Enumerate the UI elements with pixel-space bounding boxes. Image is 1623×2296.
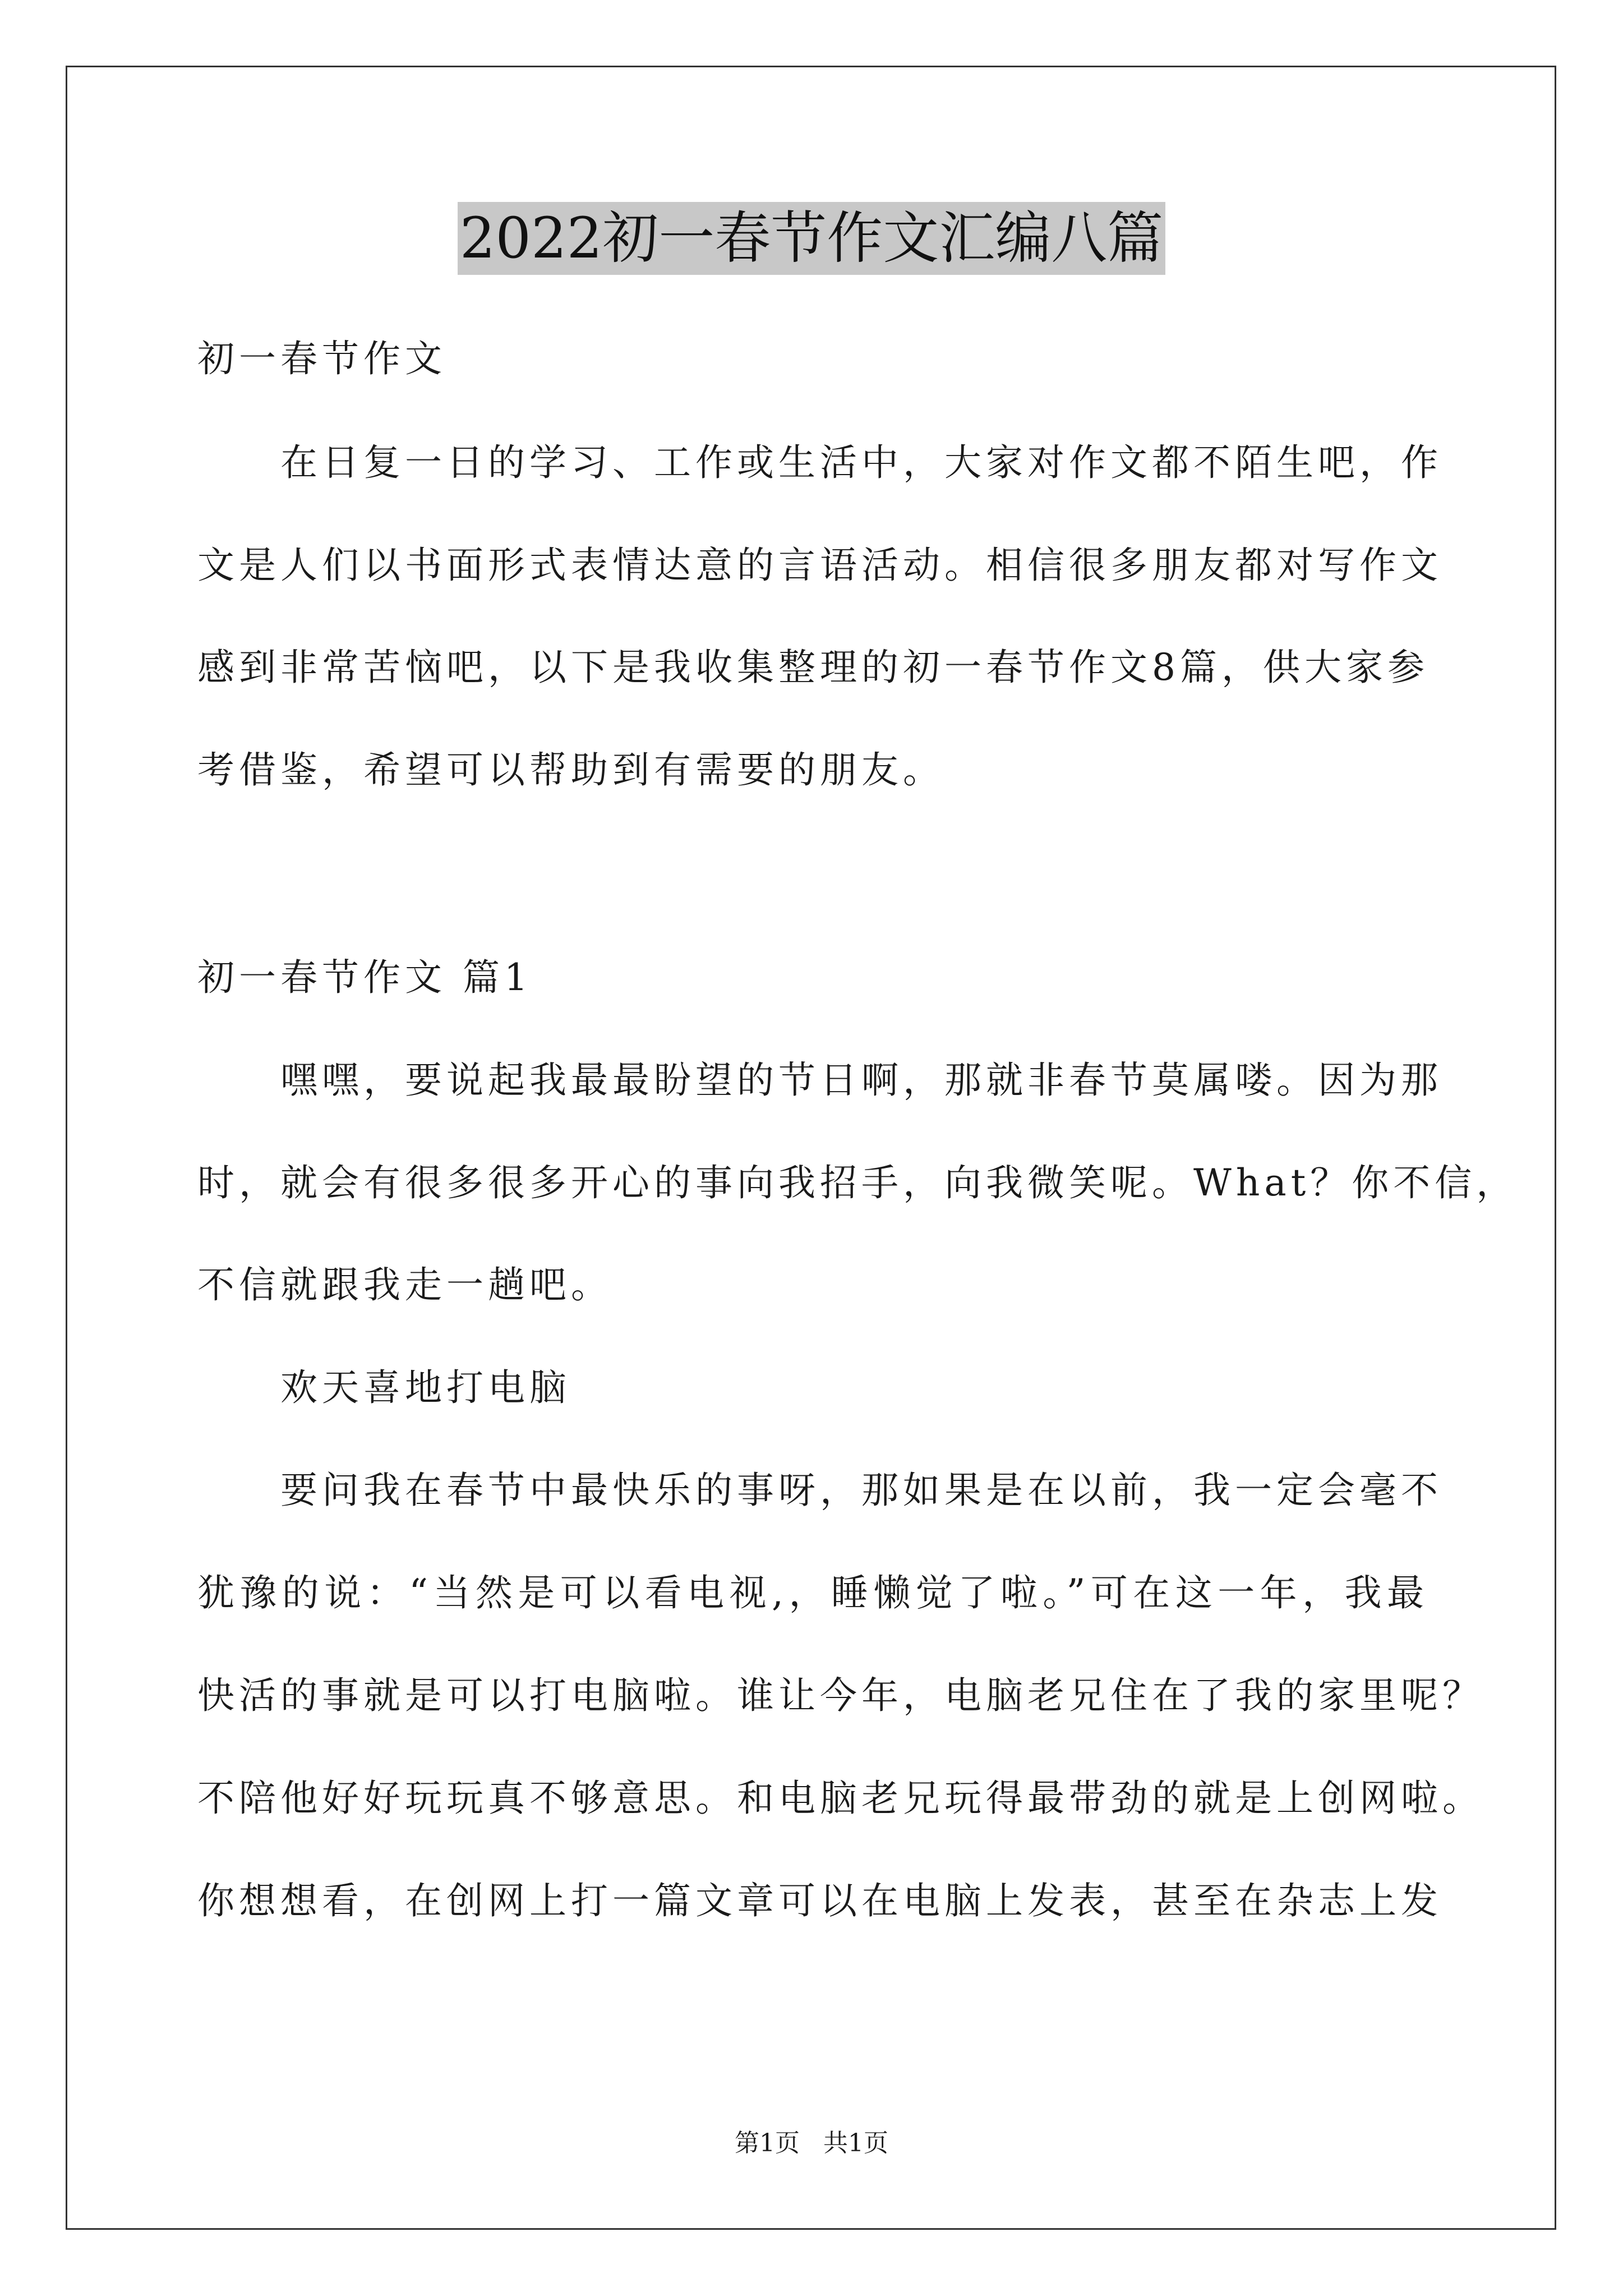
paragraph-line: 你想想看，在创网上打一篇文章可以在电脑上发表，甚至在杂志上发 [197, 1879, 1442, 1922]
document-title: 2022初一春节作文汇编八篇 [458, 202, 1166, 275]
paragraph-line: 在日复一日的学习、工作或生活中，大家对作文都不陌生吧，作 [280, 441, 1442, 484]
essay-heading: 初一春节作文 篇1 [197, 956, 532, 999]
section-heading: 初一春节作文 [197, 337, 446, 380]
paragraph-line: 不信就跟我走一趟吧。 [197, 1263, 612, 1306]
page-number: 第1页 [735, 2129, 800, 2157]
subheading: 欢天喜地打电脑 [280, 1366, 571, 1409]
paragraph-line: 犹豫的说：“当然是可以看电视,，睡懒觉了啦。”可在这一年，我最 [197, 1571, 1428, 1614]
paragraph-line: 嘿嘿，要说起我最最盼望的节日啊，那就非春节莫属喽。因为那 [280, 1059, 1442, 1102]
paragraph-line: 时，就会有很多很多开心的事向我招手，向我微笑呢。What？你不信， [197, 1161, 1518, 1204]
paragraph-line: 不陪他好好玩玩真不够意思。和电脑老兄玩得最带劲的就是上创网啦。 [197, 1777, 1484, 1820]
paragraph-line: 快活的事就是可以打电脑啦。谁让今年，电脑老兄住在了我的家里呢？ [197, 1674, 1484, 1717]
paragraph-line: 考借鉴，希望可以帮助到有需要的朋友。 [197, 748, 944, 792]
paragraph-line: 要问我在春节中最快乐的事呀，那如果是在以前，我一定会毫不 [280, 1469, 1442, 1512]
page-footer [0, 2128, 1623, 2159]
paragraph-line: 感到非常苦恼吧，以下是我收集整理的初一春节作文8篇，供大家参 [197, 646, 1429, 689]
page-total: 共1页 [823, 2129, 888, 2157]
paragraph-line: 文是人们以书面形式表情达意的言语活动。相信很多朋友都对写作文 [197, 544, 1442, 587]
title-wrap [0, 202, 1623, 275]
